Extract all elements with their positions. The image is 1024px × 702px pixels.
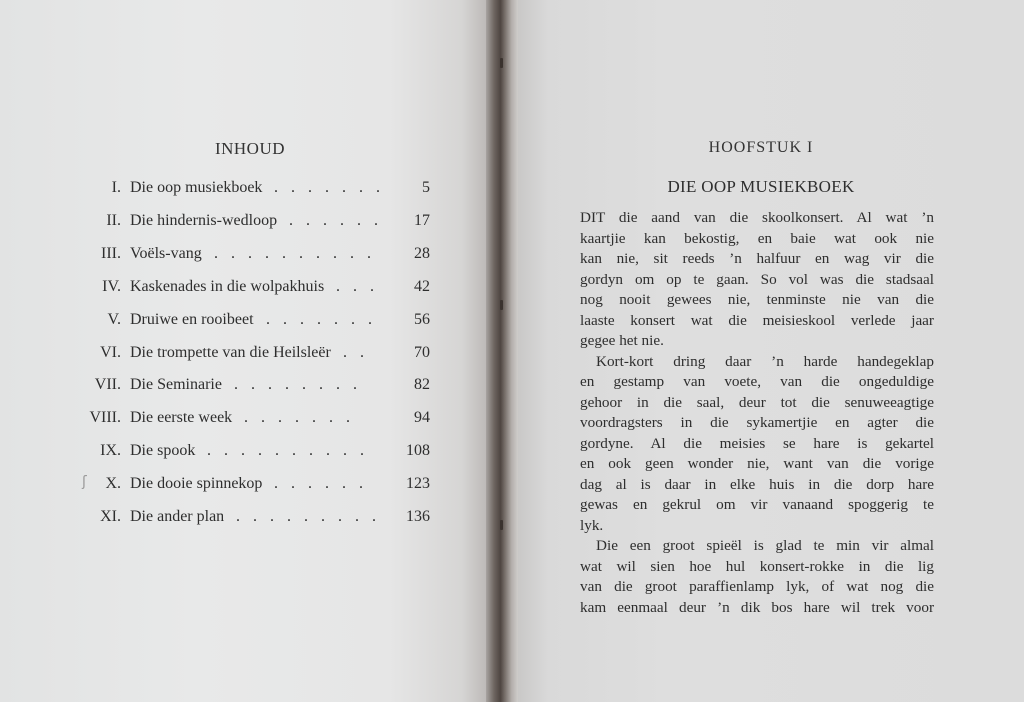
- contents-entry: [0, 472, 486, 496]
- chapter-number: VI.: [100, 343, 121, 361]
- chapter-title: DIE OOP MUSIEKBOEK: [667, 177, 855, 196]
- page-number: 108: [406, 442, 430, 460]
- contents-entry: [0, 242, 486, 266]
- chapter-label: Kaskenades in die wolpakhuis: [130, 277, 325, 295]
- chapter-number: III.: [101, 244, 121, 262]
- chapter-number: X.: [105, 475, 121, 493]
- contents-entry: [0, 439, 486, 463]
- chapter-number: VIII.: [89, 409, 121, 427]
- chapter-label: Die Seminarie: [130, 376, 222, 394]
- binding-stitch: [500, 58, 503, 68]
- page-number: 136: [406, 508, 430, 525]
- text-line: Kort-kort dring daar ’n harde handegeklap: [596, 352, 934, 370]
- chapter-number: I.: [111, 179, 121, 196]
- text-line: en ook geen wonder nie, want van die vorige: [580, 455, 934, 472]
- chapter-label: Die dooie spinnekop: [130, 475, 263, 493]
- text-line: van die groot paraffienlamp lyk, of wat nog die: [580, 578, 934, 595]
- contents-entry: [0, 209, 486, 233]
- page-number: 123: [406, 475, 430, 493]
- text-line: laaste konsert wat die meisieskool verlede jaar: [580, 311, 934, 329]
- leader-dots: . .: [343, 343, 369, 361]
- text-line: gegee het nie.: [580, 332, 664, 349]
- text-line: gehoor in die saal, deur tot die senuweeagtige: [580, 393, 934, 411]
- text-line: dag al is daar in elke huis in die dorp hare: [580, 475, 934, 493]
- text-line: gordyn om op te gaan. So vol was die stadsaal: [580, 270, 934, 288]
- contents-entry: [0, 275, 486, 299]
- text-line: en gestamp van voete, van die ongeduldige: [580, 373, 934, 390]
- leader-dots: . . . . . . .: [266, 310, 377, 328]
- book-spine-gutter: [486, 0, 518, 702]
- leader-dots: . . .: [336, 277, 379, 295]
- page-number: 17: [414, 211, 430, 229]
- chapter-number: IX.: [100, 442, 121, 460]
- chapter-label: Druiwe en rooibeet: [130, 310, 254, 328]
- leader-dots: . . . . . .: [289, 211, 383, 229]
- contents-title: INHOUD: [214, 139, 286, 158]
- leader-dots: . . . . . . . . . .: [214, 244, 376, 262]
- chapter-label: Die spook: [130, 442, 196, 460]
- pencil-mark: ʃ: [82, 474, 87, 490]
- text-line: voordragsters in die sykamertjie en agter die: [580, 414, 934, 431]
- contents-entry: [0, 505, 486, 529]
- chapter-label: Die hindernis-wedloop: [130, 211, 278, 229]
- text-line: kaartjie kan bekostig, en baie wat ook nie: [580, 229, 934, 247]
- chapter-number: II.: [106, 211, 121, 229]
- chapter-label: Die trompette van die Heilsleër: [130, 343, 331, 361]
- text-line: Die een groot spieël is glad te min vir almal: [596, 537, 934, 554]
- text-line: nog nooit gewees nie, tenminste nie van die: [580, 291, 934, 308]
- text-line: kan nie, sit reeds ’n halfuur en wag vir die: [580, 250, 934, 267]
- page-number: 70: [414, 343, 430, 361]
- leader-dots: . . . . . . . . .: [236, 508, 381, 525]
- binding-stitch: [500, 520, 503, 530]
- chapter-label: Die ander plan: [130, 508, 225, 525]
- contents-entry: [0, 341, 486, 365]
- leader-dots: . . . . . . . .: [234, 376, 362, 394]
- chapter-label: Die oop musiekboek: [130, 179, 263, 196]
- contents-entry: [0, 373, 486, 397]
- leader-dots: . . . . . . .: [244, 409, 355, 427]
- contents-entry: [0, 308, 486, 332]
- text-line: lyk.: [580, 516, 604, 534]
- chapter-heading: HOOFSTUK I: [708, 139, 814, 156]
- contents-entry: [0, 176, 486, 200]
- leader-dots: . . . . . . . . . .: [207, 442, 369, 460]
- leader-dots: . . . . . . .: [274, 179, 385, 196]
- chapter-body-text: [580, 208, 934, 618]
- page-number: 94: [414, 409, 430, 427]
- page-number: 28: [414, 244, 430, 262]
- chapter-number: XI.: [100, 508, 121, 525]
- chapter-number: IV.: [102, 277, 121, 295]
- chapter-label: Voëls-vang: [130, 244, 202, 262]
- text-line: gordyne. Al die meisies se hare is gekartel: [580, 434, 934, 452]
- page-number: 5: [422, 179, 430, 196]
- chapter-number: VII.: [94, 376, 121, 394]
- text-line: DIT die aand van die skoolkonsert. Al wat ’n: [580, 209, 934, 226]
- text-line: wat wil sien hoe hul konsert-rokke in die lig: [580, 557, 934, 575]
- chapter-label: Die eerste week: [130, 409, 233, 427]
- chapter-number: V.: [107, 310, 121, 328]
- text-line: kam eenmaal deur ’n dik bos hare wil trek voor: [580, 598, 934, 616]
- binding-stitch: [500, 300, 503, 310]
- page-number: 56: [414, 310, 430, 328]
- page-number: 42: [414, 277, 430, 295]
- leader-dots: . . . . . .: [274, 475, 368, 493]
- page-number: 82: [414, 376, 430, 394]
- text-line: gewas en gekrul om vir vanaand spoggerig te: [580, 496, 934, 513]
- contents-entry: [0, 406, 486, 430]
